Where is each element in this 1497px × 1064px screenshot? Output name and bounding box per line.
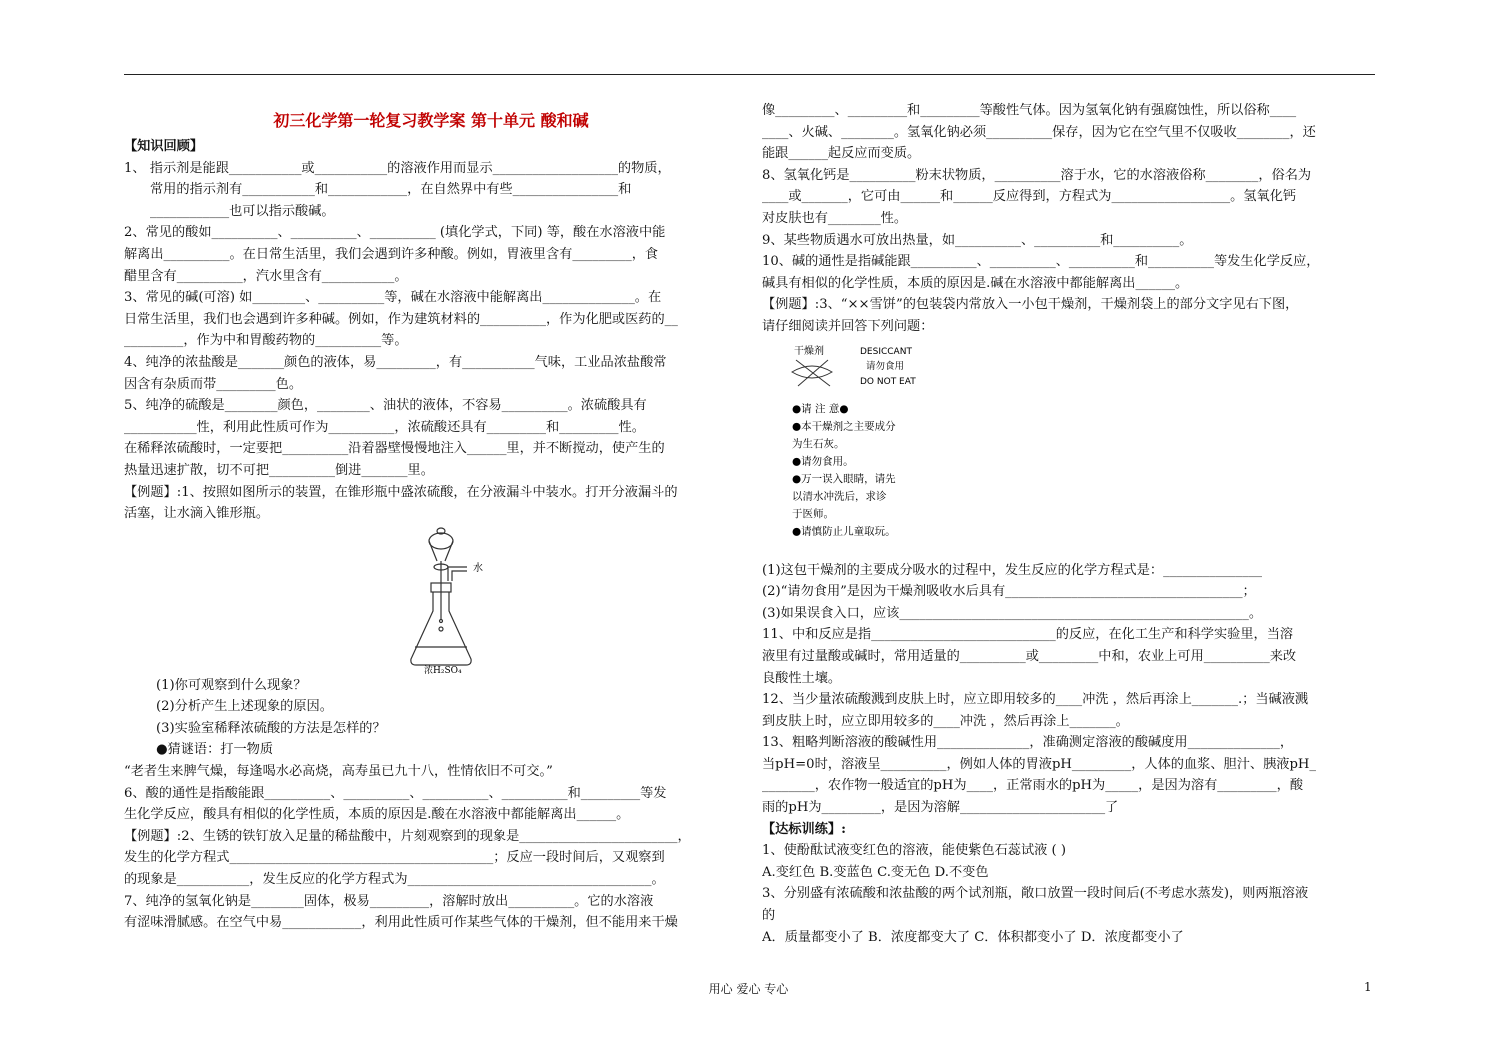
flask-apparatus-illustration [124, 525, 738, 675]
text-line: ●猜谜语：打一物质 [156, 742, 274, 758]
desiccant-en2: DO NOT EAT [860, 376, 916, 387]
text-line: 8、氢氧化钙是__________粉末状物质，__________溶于水，它的水溶液俗称________，俗名为 [762, 167, 1312, 183]
text-line: 【例题】:3、“××雪饼”的包装袋内常放入一小包干燥剂，干燥剂袋上的部分文字见右下图， [762, 297, 1299, 313]
text-line: 9、某些物质遇水可放出热量，如__________、__________和__________。 [762, 232, 1193, 248]
text-line: 13、粗略判断溶液的酸碱性用______________，准确测定溶液的酸碱度用______________， [762, 735, 1294, 751]
text-line: 请仔细阅读并回答下列问题： [762, 318, 934, 334]
text-line: 6、酸的通性是指酸能跟__________、__________、__________、__________和_________等发 [124, 785, 667, 801]
desiccant-note-line: ●本干燥剂之主要成分 [792, 420, 896, 433]
desiccant-note-line: 于医师。 [792, 507, 834, 520]
text-line: ____________也可以指示酸碱。 [150, 203, 335, 219]
text-line: “老者生来脾气燥，每逢喝水必高烧，高寿虽已九十八，性情依旧不可交。” [124, 764, 553, 780]
text-line: (3)如果误食入口，应该_____________________________________________________。 [762, 605, 1263, 621]
desiccant-cn-name: 干燥剂 [794, 345, 824, 357]
desiccant-note-line: 以清水冲洗后，求诊 [792, 490, 887, 503]
text-line: 【例题】:1、按照如图所示的装置，在锥形瓶中盛浓硫酸，在分液漏斗中装水。打开分液漏斗的 [124, 484, 678, 500]
text-line: 常用的指示剂有___________和____________，在自然界中有些________________和 [150, 182, 632, 198]
text-line: A.变红色 B.变蓝色 C.变无色 D.不变色 [762, 864, 989, 880]
text-line: 在稀释浓硫酸时，一定要把__________沿着器壁慢慢地注入______里，并不断搅动，使产生的 [124, 441, 665, 457]
text-line: 当pH=0时，溶液呈__________，例如人体的胃液pH_________，人体的血浆、胆汁、胰液pH_ [762, 756, 1317, 772]
text-line: 7、纯净的氢氧化钠是________固体，极易_________，溶解时放出__________。它的水溶液 [124, 893, 654, 909]
text-line: 雨的pH为_________，是因为溶解______________________了 [762, 800, 1119, 816]
text-line: 生化学反应，酸具有相似的化学性质，本质的原因是.酸在水溶液中都能解离出______。 [124, 807, 630, 823]
text-line: 2、常见的酸如__________、__________、__________ (填化学式，下同) 等，酸在水溶液中能 [124, 225, 666, 241]
text-line: 热量迅速扩散，切不可把__________倒进_______里。 [124, 462, 434, 478]
flask-label-acid: 浓H₂SO₄ [424, 665, 462, 675]
header-rule [124, 74, 1375, 75]
text-line: A．质量都变小了 B．浓度都变大了 C．体积都变小了 D．浓度都变小了 [762, 929, 1184, 945]
text-line: (1)这包干燥剂的主要成分吸水的过程中，发生反应的化学方程式是：_______________ [762, 562, 1263, 578]
text-line: (2)分析产生上述现象的原因。 [156, 699, 333, 715]
desiccant-note-line: ●请慎防止儿童取玩。 [792, 525, 896, 538]
text-line: 10、碱的通性是指碱能跟__________、__________、__________和__________等发生化学反应， [762, 254, 1320, 270]
text-line: 醋里含有__________，汽水里含有___________。 [124, 268, 408, 284]
text-line: 1、 指示剂是能跟___________或___________的溶液作用而显示___________________的物质， [124, 160, 671, 176]
text-line: 液里有过量酸或碱时，常用适量的__________或_________中和，农业上可用__________来改 [762, 648, 1297, 664]
text-line: (1)你可观察到什么现象？ [156, 677, 307, 693]
text-line: 1、使酚酞试液变红色的溶液，能使紫色石蕊试液 ( ) [762, 843, 1066, 859]
text-line: 的现象是___________，发生反应的化学方程式为_____________________________________。 [124, 872, 665, 888]
text-line: ____或_______，它可由______和______反应得到，方程式为__________________。氢氧化钙 [762, 189, 1297, 205]
text-line: ____、火碱、________。氢氧化钠必须__________保存，因为它在空气里不仅吸收________，还 [762, 124, 1316, 140]
flask-figure [124, 525, 738, 675]
text-line: 3、常见的碱(可溶) 如________、__________等，碱在水溶液中能解离出______________。在 [124, 290, 662, 306]
desiccant-note-line: ●万一误入眼睛，请先 [792, 472, 896, 485]
right-column [762, 100, 1374, 948]
text-line: 良酸性土壤。 [762, 670, 842, 686]
left-column [124, 100, 738, 934]
text-line: ___________性，利用此性质可作为__________，浓硫酸还具有_________和_________性。 [124, 419, 645, 435]
text-line: 5、纯净的硫酸是________颜色，________、油状的液体，不容易__________。浓硫酸具有 [124, 398, 647, 414]
text-line: (2)“请勿食用”是因为干燥剂吸收水后具有____________________________________； [762, 584, 1256, 600]
text-line: 11、中和反应是指____________________________的反应，在化工生产和科学实验里，当溶 [762, 627, 1294, 643]
text-line: 4、纯净的浓盐酸是_______颜色的液体，易_________，有___________气味，工业品浓盐酸常 [124, 354, 667, 370]
desiccant-label-figure [762, 338, 1374, 560]
right-text-block-1 [762, 100, 1374, 338]
text-line: 3、分别盛有浓硫酸和浓盐酸的两个试剂瓶，敞口放置一段时间后(不考虑水蒸发)，则两瓶溶液 [762, 886, 1309, 902]
flask-label-water: 水 [473, 562, 483, 574]
text-line: 的 [762, 908, 776, 924]
left-text-block-1 [124, 136, 738, 525]
text-line: 到皮肤上时，应立即用较多的____冲洗 ，然后再涂上_______。 [762, 713, 1129, 729]
text-line: 【例题】:2、生锈的铁钉放入足量的稀盐酸中，片刻观察到的现象是________________________， [124, 828, 691, 844]
text-line: 解离出__________。在日常生活里，我们会遇到许多种酸。例如，胃液里含有_________，食 [124, 246, 659, 262]
desiccant-note-line: ●请 注 意● [792, 402, 849, 415]
text-line: 发生的化学方程式________________________________________；反应一段时间后，又观察到 [124, 850, 665, 866]
page-footer: 用心 爱心 专心 [708, 982, 789, 996]
desiccant-en1: DESICCANT [860, 346, 912, 357]
text-line: 因含有杂质而带_________色。 [124, 376, 303, 392]
desiccant-label-illustration [762, 338, 1374, 560]
page-number: 1 [1364, 980, 1372, 994]
text-line: 日常生活里，我们也会遇到许多种碱。例如，作为建筑材料的__________，作为化肥或医药的__ [124, 311, 678, 327]
text-line: 有涩味滑腻感。在空气中易____________，利用此性质可作某些气体的干燥剂，但不能用来干燥 [124, 915, 678, 931]
page-title: 初三化学第一轮复习教学案 第十单元 酸和碱 [273, 111, 589, 130]
desiccant-note-line: 为生石灰。 [792, 437, 845, 450]
text-line: 【达标训练】: [762, 821, 846, 837]
right-text-block-2 [762, 560, 1374, 949]
no-eat-icon [792, 360, 832, 386]
text-line: 对皮肤也有________性。 [762, 210, 908, 226]
text-line: 活塞，让水滴入锥形瓶。 [124, 506, 270, 522]
desiccant-cn-noeat: 请勿食用 [866, 360, 905, 372]
text-line: 像_________、_________和_________等酸性气体。因为氢氧化钠有强腐蚀性，所以俗称____ [762, 103, 1297, 118]
text-line: 【知识回顾】 [124, 139, 204, 154]
desiccant-note-line: ●请勿食用。 [792, 455, 854, 468]
desiccant-notes [792, 402, 896, 538]
text-line: 碱具有相似的化学性质，本质的原因是.碱在水溶液中都能解离出______。 [762, 275, 1189, 291]
left-text-block-2 [124, 675, 738, 934]
text-line: _________，作为中和胃酸药物的__________等。 [124, 333, 408, 349]
text-line: (3)实验室稀释浓硫酸的方法是怎样的？ [156, 720, 386, 736]
text-line: 12、当少量浓硫酸溅到皮肤上时，应立即用较多的____冲洗 ，然后再涂上_______.；当碱液溅 [762, 692, 1309, 708]
text-line: 能跟______起反应而变质。 [762, 146, 921, 162]
text-line: ________，农作物一般适宜的pH为____，正常雨水的pH为_____，是因为溶有_________，酸 [762, 778, 1304, 794]
